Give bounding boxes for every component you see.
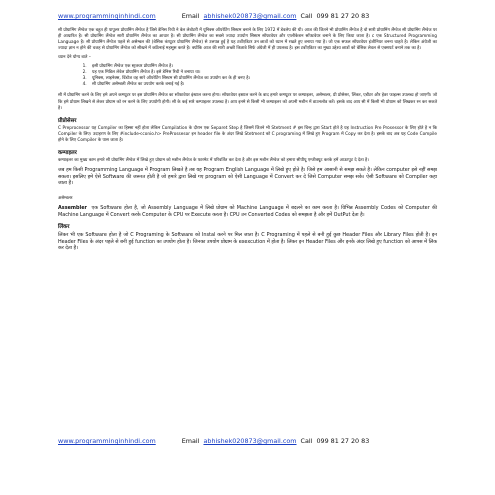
linker-heading: लिंकर bbox=[58, 224, 70, 231]
compiler-paragraph-2: जब हम किसी Programming Language में Program लिखते है तब यह Program English Language में लिखे हुए होते है। जिसे हम आसानी से समझ सकते है। लेकिन computer इसे नहीं समझ सकता। इसलिए हमे ऐसे Software की जरूरत होती है जो हमारे द्वारा लिखे गए program को ऐसी Language में Convert कर दे जिसे Computer समझ सके। ऐसी Software को Compiler कहा जाता है। bbox=[58, 167, 437, 187]
note-title: ध्यान देने योग्य बाते – bbox=[58, 55, 91, 61]
list-item: 1. इसी प्रोग्रामिंग लैंग्वेज एक स्ट्रक्चर प्रोग्रामिंग लैंग्वेज है। bbox=[88, 64, 437, 70]
footer-site-link[interactable]: www.programminginhindi.com bbox=[58, 437, 156, 445]
list-item: 4. सी प्रोग्रामिंग असेम्बली लैंग्वेज का उपयोग करके बनाई गई है। bbox=[88, 82, 437, 88]
preprocessor-heading: प्रीप्रोसेसर bbox=[58, 117, 77, 124]
intro-paragraph: सी प्रोग्रामिंग लैंग्वेज एक बहुत ही पापुलर प्रोग्रामिंग लैंग्वेज है जिसे डेनिस रिची ने बेल लेबोटरी में यूनिक्स ऑपरेटिंग सिस्टम बनाने के लिए 1972 में डेवलेप की थी। आज की जितने भी प्रोग्रामिंग लैंग्वेज है वो सारी प्रोग्रामिंग लैंग्वेज सी प्रोग्रामिंग लैंग्वेज पर ही आधारित है। सी प्रोग्रामिंग लैंग्वेज सारी प्रोग्रामिंग लैंग्वेज का आधार है। सी प्रोग्रामिंग लैंग्वेज का सबसे ज्यादा उपयोग सिस्टम सॉफ्टवेयर और एप्लीकेशन सॉफ्टवेयर बनाने के लिए किया जाता है। c एक Structured Programming Language है। सी प्रोग्रामिंग लैंग्वेज पहले से असेम्बल की (बेसिक कंप्यूटर प्रोग्रामिंग लैंग्वेज) से उत्तपन्न हुई है यह टर्बोएडिटर उन छात्रों को ध्यान में रखते हुए बनाया गया है। जो एक सफल सॉफ्टवेयर इंजीनियर बनना चाहते है। लेकिन अंग्रेजी का ज्यादा ज्ञान न होने की वजह से प्रोग्रामिंग लैंग्वेज को सीखने में कठिनाई महसूस करते है। क्योंकि आज की सारी अच्छी किताबे सिर्फ अंग्रेजी में ही उपलब्ध है। इस टर्बोएडिटर का मुख्य उद्देश्य छात्रों को बेसिक लेवल से एक्सपर्ट बनाने तक का है। bbox=[58, 28, 437, 52]
assembler-term: Assembler bbox=[58, 205, 87, 211]
site-link[interactable]: www.programminginhindi.com bbox=[58, 12, 156, 20]
assembler-heading: असेम्बलर bbox=[58, 195, 73, 201]
call-label: Call bbox=[300, 12, 313, 20]
footer-email-link[interactable]: abhishek020873@gmail.com bbox=[203, 437, 297, 445]
email-label: Email bbox=[181, 12, 200, 20]
list-item: 2. यह एक मिडिल लेवेल प्रोग्रामिंग लैंग्वेज है। इसे डेनिस रिची ने बनाया था। bbox=[88, 70, 437, 76]
points-list bbox=[58, 64, 437, 88]
compiler-paragraph-1: कम्पाइलर का मुख्य काम हमारे सी प्रोग्रामिंग लैंग्वेज में लिखे हुए प्रोग्राम को मशीन लैंग्वेज के फारमेट में परिवर्तित कर देता है और इस मशीन लैंग्वेज को हमारा सीपीयू एग्जीक्यूट करके हमें आउटपुट दे देता है। bbox=[58, 158, 369, 164]
footer-call-label: Call bbox=[300, 437, 313, 445]
preprocessor-paragraph: C Preprocessor यह Compiler का हिस्सा नहीं होता लेकिन Compilation के दौरान एक Separet Step है जिसमें जितने भी Stetment # इस चिन्ह द्वारा Start होते है यह Instruction Pre Prosessor के लिए होते है न कि Compiler के लिए। उदाहरण के लिए #include<conio.h> PreProssesor इन header file के अंदर लिखे Stetment को C programing में लिखे हुए Program में Copy कर देता है। इसके बाद अब यह Code Compile होने के लिए Compiler के पास जाता है। bbox=[58, 125, 437, 143]
linker-paragraph: लिंकर भी एक Software होता है जो C Programing के Software को Instal करने पर मिल जाता है। C Programing में पहले से बनी हुई कुछ Header Files और Library Files होती है। इन Header Files के अंदर पहले से बनी हुई function का उपयोग होता है। जिनका उपयोग प्रोग्राम के exexcution में होता है। लिंकर इन Header Files और इनके अंदर लिखे हुए function को आपस में लिंक कर देता है। bbox=[58, 232, 437, 252]
compiler-heading: कम्पाइलर bbox=[58, 150, 77, 157]
assembler-text: एक Software होता है, जो Assembly Language में लिखे प्रोग्राम को Machine Language में बदलने का काम करता है। विभिन्न Assembly Codes को Computer की Machine Language में Convert करके Computer के CPU पर Execute करता है। CPU उन Converted Codes को समझता है और हमें OutPut देता है। bbox=[58, 205, 437, 218]
email-link[interactable]: abhishek020873@gmail.com bbox=[203, 12, 297, 20]
footer-phone-number: 099 81 27 20 83 bbox=[316, 437, 370, 445]
list-item: 3. यूनिक्स, लाइनेक्स, विंडोज वह सारे ऑपरेटिंग सिस्टम सी प्रोग्रामिंग लैंग्वेज का उपयोग कर के ही बनए है। bbox=[88, 76, 437, 82]
setup-paragraph: सी में प्रोग्रामिंग करने के लिए हमे अपने कम्प्यूटर पर इस प्रोग्रामिंग लैंग्वेज का सॉफ्टवेयर इंस्टाल करना होगा। सॉफ्टवेयर इस्टाल करने के बाद हमारे कम्प्यूटर पर कम्पाइलर, असेम्बलर, प्री प्रोसेसर, लिंकर, एडीटर और हेडर फाइल्स उपलब्ध हो जाएगी। जो कि हमे प्रोग्राम लिखने से लेकर प्रोग्राम को रन करने के लिए उपयोगी होगी। सी के कई सारे कम्पाइलर उपलब्ध है। आप इनमे से किसी भी कम्पाइलर को अपनी मशीन में डाउनलोड करें। इसके बाद आप सी में किसी भी प्रोग्राम को लिखकर रन कर सकते है। bbox=[58, 93, 437, 111]
phone-number: 099 81 27 20 83 bbox=[316, 12, 370, 20]
page-footer bbox=[58, 437, 369, 445]
page-header bbox=[58, 12, 437, 20]
assembler-paragraph bbox=[58, 205, 437, 218]
footer-email-label: Email bbox=[181, 437, 200, 445]
